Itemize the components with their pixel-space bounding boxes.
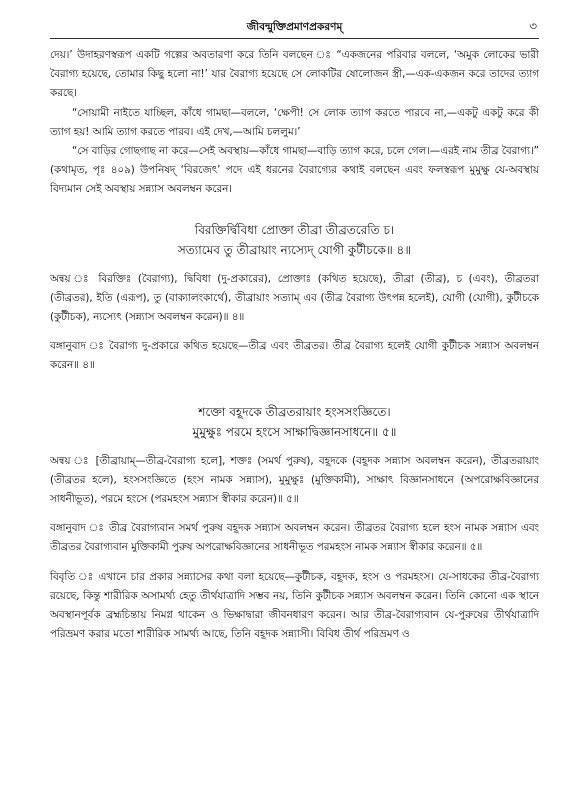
verse-4-line-1: বিরক্তির্দ্বিবিধা প্রোক্তা তীব্রা তীব্রতরেতি চ। (194, 222, 395, 237)
verse-4-line-2: সত্যামেব তু তীব্রায়াং ন্যস্যেদ্ যোগী কুটীচকে॥ ৪॥ (177, 242, 412, 257)
paragraph-1: দেয়।’ উদাহরণস্বরূপ একটি গল্পের অবতারণা করে তিনি বলছেন ঃ “একজনের পরিবার বললে, ‘অমুক লোকের ভারী বৈরাগ্য হয়েছে, তোমার কিছু হলো না!’ যার বৈরাগ্য হয়েছে সে লোকটির ষোলোজন স্ত্রী,—এক-একজন করে তাদের ত্যাগ করছে। (50, 49, 539, 100)
verse-5-line-1: শক্তো বহূদকে তীব্রতরায়াং হংসসংজ্ঞিতে। (198, 404, 391, 419)
page-number: ৩ (529, 19, 537, 33)
anvaya-5: অন্বয় ঃ [তীব্রায়াম্—তীব্র-বৈরাগ্য হলে], শক্তঃ (সমর্থ পুরুষ), বহূদকে (বহূদক সন্ন্যাস অবলম্বন করেন), তীব্রতরায়াং (তীব্রতর হলে), হংসসংজ্ঞিতে (হংস নামক সন্ন্যাস), মুমুক্ষুঃ (মুক্তিকামী), সাক্ষাৎ বিজ্ঞানসাধনে (অপরোক্ষবিজ্ঞানের সাধনীভূত), পরমে হংসে (পরমহংস সন্ন্যাস স্বীকার করেন)॥ ৫॥ (50, 454, 539, 506)
translation-5: বঙ্গানুবাদ ঃ তীব্র বৈরাগ্যবান সমর্থ পুরুষ বহূদক সন্ন্যাস অবলম্বন করেন। তীব্রতর বৈরাগ্য হলে হংস নামক সন্ন্যাস এবং তীব্রতর বৈরাগ্যবান মুক্তিকামী পুরুষ অপরোক্ষবিজ্ঞানের সাধনীভূত পরমহংস নামক সন্ন্যাস স্বীকার করেন॥ ৫॥ (50, 522, 539, 554)
anvaya-4: অন্বয় ঃ বিরক্তিঃ (বৈরাগ্য), দ্বিবিধা (দু-প্রকারের), প্রোক্তাঃ (কথিত হয়েছে), তীব্রা (তীব্র), চ (এবং), তীব্রতরা (তীব্রতর), ইতি (এরূপ), তু (বাক্যালংকার্থে), তীব্রায়াং সত্যাম্ এব (তীব্র বৈরাগ্য উৎপন্ন হলেই), যোগী (যোগী), কুটীচকে (কুটীচক), ন্যস্যেৎ (সন্ন্যাস অবলম্বন করেন)॥ ৪॥ (50, 272, 539, 324)
translation-4: বঙ্গানুবাদ ঃ বৈরাগ্য দু-প্রকারে কথিত হয়েছে—তীব্র এবং তীব্রতর। তীব্র বৈরাগ্য হলেই যোগী কুটীচক সন্ন্যাস অবলম্বন করেন॥ ৪॥ (50, 340, 539, 372)
page-header (50, 0, 539, 40)
header-rule (50, 38, 539, 39)
paragraph-3: “সে বাড়ির গোছগাছ না করে—সেই অবস্থায়—কাঁধে গামছা—বাড়ি ত্যাগ করে, চলে গেল।—এরই নাম তীব্র বৈরাগ্য।” (কথামৃত, পৃঃ ৪০৯) উপনিষদ্ ‘বিরজেৎ’ পদে এই ধরনের বৈরাগ্যের কথাই বলছেন এবং ফলস্বরূপ মুমুক্ষু যে-অবস্থায় বিদ্যমান সেই অবস্থায় সন্ন্যাস অবলম্বন করেন। (50, 145, 540, 196)
commentary: বিবৃতি ঃ এখানে চার প্রকার সন্ন্যাসের কথা বলা হয়েছে—কুটীচক, বহূদক, হংস ও পরমহংস। যে-সাধকের তীব্র-বৈরাগ্য রয়েছে, কিন্তু শারীরিক অসামর্থ্য হেতু তীর্থযাত্রাদি সম্ভব নয়, তিনি কুটীচক সন্ন্যাস অবলম্বন করেন। তিনি কোনো এক স্থানে অবস্থানপূর্বক ব্রহ্মচিন্তায় নিমগ্ন থাকেন ও ভিক্ষাদ্বারা জীবনধারণ করেন। আর তীব্র-বৈরাগ্যবান যে-পুরুষের তীর্থযাত্রাদি পরিভ্রমণ করার মতো শারীরিক সামর্থ্য আছে, তিনি বহূদক সন্ন্যাসী। বিবিধ তীর্থ পরিভ্রমণ ও (50, 570, 539, 641)
verse-5-line-2: মুমুক্ষুঃ পরমে হংসে সাক্ষাদ্বিজ্ঞানসাধনে॥ ৫॥ (192, 424, 397, 439)
running-title: জীবন্মুক্তিপ্রমাণপ্রকরণম্ (246, 21, 343, 33)
paragraph-2: “সোয়ামী নাইতে যাচ্ছিল, কাঁধে গামছা—বললে, ‘ক্ষেপী! সে লোক ত্যাগ করতে পারবে না,—একটু একটু করে কী ত্যাগ হয়! আমি ত্যাগ করতে পারব। এই দেখ,—আমি চললুম।’ (50, 106, 539, 138)
